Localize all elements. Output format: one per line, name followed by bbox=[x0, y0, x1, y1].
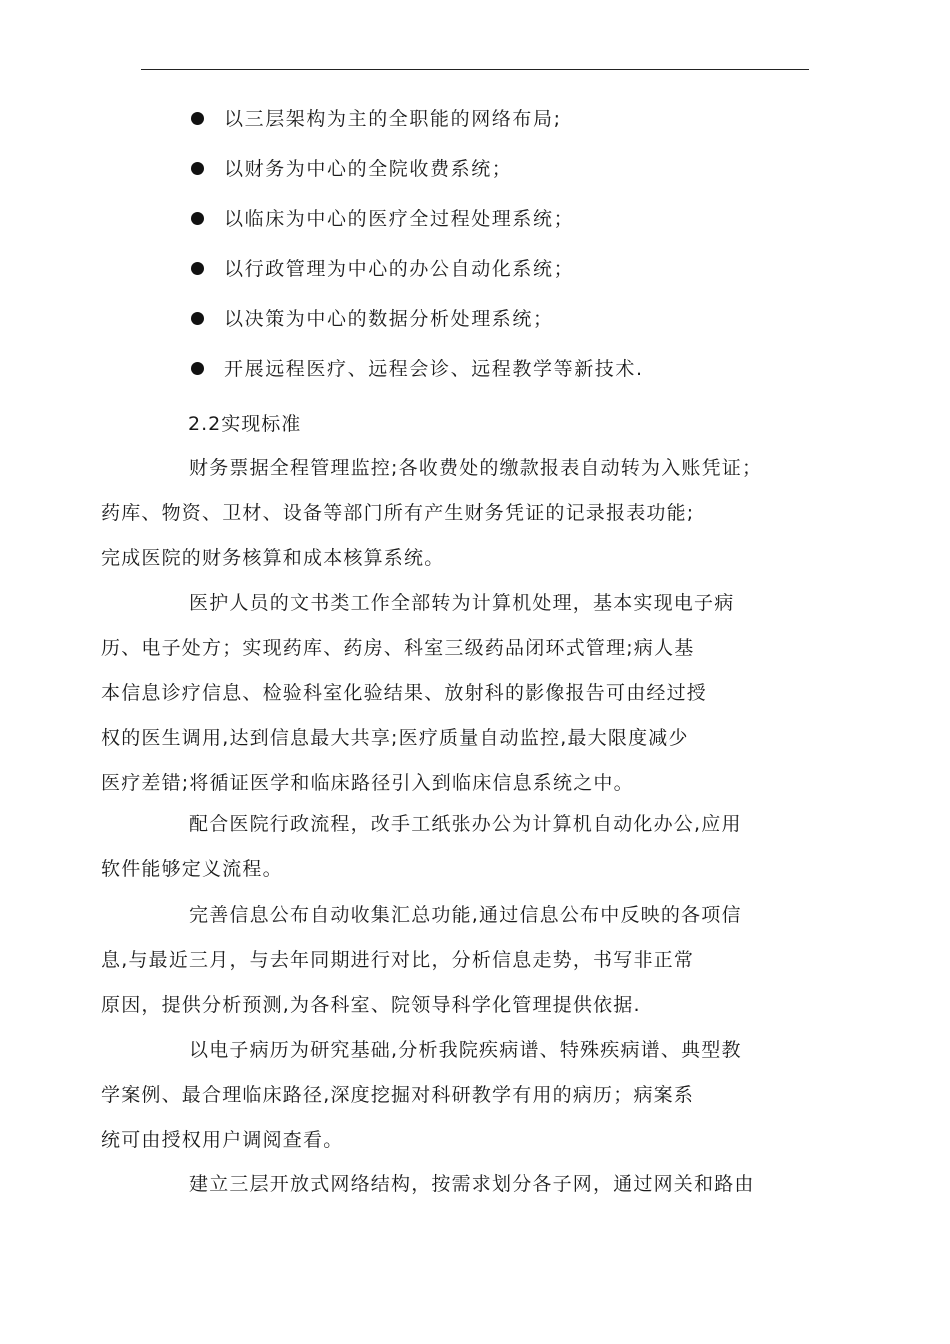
paragraph-line: 历、电子处方；实现药库、药房、科室三级药品闭环式管理;病人基 bbox=[101, 637, 695, 659]
bullet-text: 以财务为中心的全院收费系统； bbox=[224, 158, 513, 180]
paragraph-line: 建立三层开放式网络结构，按需求划分各子网，通过网关和路由 bbox=[189, 1173, 755, 1195]
paragraph-line: 医疗差错;将循证医学和临床路径引入到临床信息系统之中。 bbox=[101, 772, 634, 794]
header-rule bbox=[141, 69, 809, 70]
paragraph-network bbox=[145, 1162, 813, 1207]
paragraph-emr-research bbox=[101, 1028, 813, 1163]
paragraph-line: 息,与最近三月，与去年同期进行对比，分析信息走势，书写非正常 bbox=[101, 949, 695, 971]
bullet-dot-icon bbox=[191, 162, 204, 175]
bullet-dot-icon bbox=[191, 362, 204, 375]
paragraph-line: 完成医院的财务核算和成本核算系统。 bbox=[101, 547, 445, 569]
paragraph-line: 药库、物资、卫材、设备等部门所有产生财务凭证的记录报表功能; bbox=[101, 502, 695, 524]
bullet-text: 以决策为中心的数据分析处理系统； bbox=[224, 308, 554, 330]
bullet-dot-icon bbox=[191, 212, 204, 225]
paragraph-line: 学案例、最合理临床路径,深度挖掘对科研教学有用的病历；病案系 bbox=[101, 1084, 695, 1106]
paragraph-line: 统可由授权用户调阅查看。 bbox=[101, 1129, 344, 1151]
paragraph-line: 完善信息公布自动收集汇总功能,通过信息公布中反映的各项信 bbox=[189, 904, 742, 926]
paragraph-clinical bbox=[101, 581, 813, 806]
paragraph-info-publish bbox=[101, 893, 813, 1028]
bullet-text: 以临床为中心的医疗全过程处理系统； bbox=[224, 208, 575, 230]
bullet-text: 开展远程医疗、远程会诊、远程教学等新技术. bbox=[224, 358, 644, 380]
paragraph-line: 以电子病历为研究基础,分析我院疾病谱、特殊疾病谱、典型教 bbox=[189, 1039, 742, 1061]
paragraph-line: 配合医院行政流程，改手工纸张办公为计算机自动化办公,应用 bbox=[189, 813, 742, 835]
bullet-dot-icon bbox=[191, 312, 204, 325]
bullet-text: 以三层架构为主的全职能的网络布局; bbox=[224, 108, 562, 130]
bullet-text: 以行政管理为中心的办公自动化系统； bbox=[224, 258, 575, 280]
paragraph-line: 软件能够定义流程。 bbox=[101, 858, 283, 880]
bullet-dot-icon bbox=[191, 112, 204, 125]
paragraph-finance bbox=[101, 446, 813, 581]
section-heading: 2.2实现标准 bbox=[188, 413, 302, 435]
paragraph-admin bbox=[101, 802, 813, 892]
paragraph-line: 原因，提供分析预测,为各科室、院领导科学化管理提供依据. bbox=[101, 994, 641, 1016]
paragraph-line: 财务票据全程管理监控;各收费处的缴款报表自动转为入账凭证； bbox=[189, 457, 763, 479]
paragraph-line: 医护人员的文书类工作全部转为计算机处理，基本实现电子病 bbox=[189, 592, 735, 614]
paragraph-line: 本信息诊疗信息、检验科室化验结果、放射科的影像报告可由经过授 bbox=[101, 682, 708, 704]
paragraph-line: 权的医生调用,达到信息最大共享;医疗质量自动监控,最大限度减少 bbox=[101, 727, 689, 749]
bullet-dot-icon bbox=[191, 262, 204, 275]
